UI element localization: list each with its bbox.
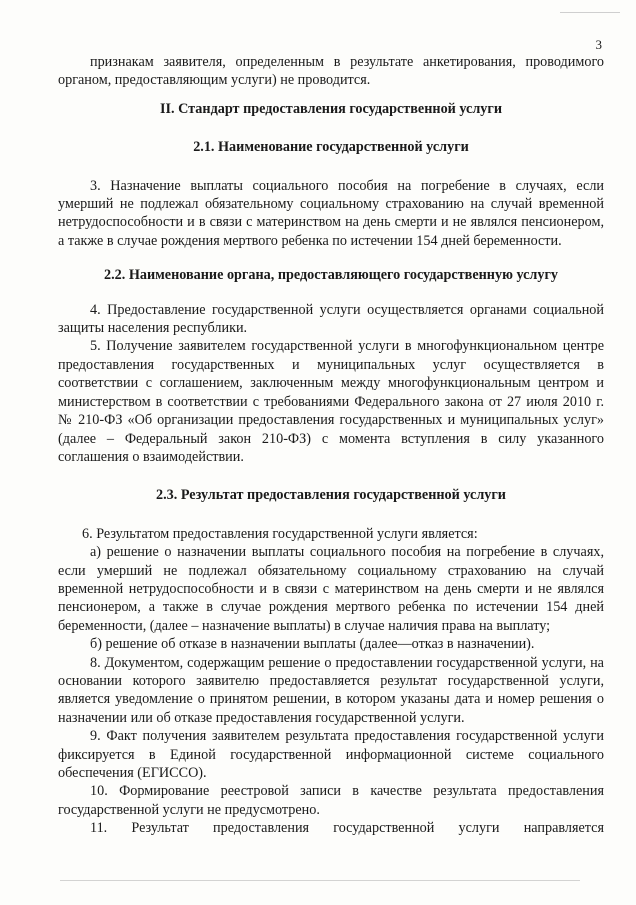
- paragraph-6b: б) решение об отказе в назначении выплаты (далее—отказ в назначении).: [90, 636, 535, 653]
- paragraph-8: 8. Документом, содержащим решение о предоставлении государственной услуги, на основании которого заявителю предоставляется результат государственной услуги, является уведомление о принятом решении, в котором указаны дата и номер решения о назначении или об отказе предоставления государственной услуги.: [58, 654, 604, 726]
- document-body: [58, 53, 604, 838]
- paragraph-5: 5. Получение заявителем государственной услуги в многофункциональном центре предоставления государственных и муниципальных услуг осуществляется в соответствии с соглашением, заключенным между многофункциональным центром и министерством в соответствии с требованиями Федерального закона от 27 июля 2010 г. № 210-ФЗ «Об организации предоставления государственных и муниципальных услуг» (далее – Федеральный закон 210-ФЗ) с момента вступления в силу указанного соглашения о взаимодействии.: [58, 338, 604, 465]
- scan-edge-mark: [560, 12, 620, 13]
- paragraph-11: 11. Результат предоставления государственной услуги направляется: [90, 820, 604, 837]
- paragraph-10: 10. Формирование реестровой записи в качестве результата предоставления государственной услуги не предусмотрено.: [58, 783, 604, 818]
- page-number: 3: [595, 37, 602, 52]
- paragraph-6: 6. Результатом предоставления государственной услуги является:: [82, 525, 478, 542]
- intro-paragraph: признакам заявителя, определенным в результате анкетирования, проводимого органом, предоставляющим услуги) не проводится.: [58, 54, 604, 89]
- heading-2-1: 2.1. Наименование государственной услуги: [193, 139, 469, 156]
- heading-2-2: 2.2. Наименование органа, предоставляющего государственную услугу: [103, 267, 559, 284]
- section-title: II. Стандарт предоставления государственной услуги: [159, 100, 503, 117]
- scan-bottom-edge: [60, 880, 580, 881]
- paragraph-6a: а) решение о назначении выплаты социального пособия на погребение в случаях, если умерший не подлежал обязательному социальному страхованию на случай временной нетрудоспособности и в связи с материнством на день смерти и не являлся пенсионером, а также в случае рождения мертвого ребенка по истечении 154 дней беременности, (далее – назначение выплаты) в случае наличия права на выплату;: [58, 544, 604, 634]
- paragraph-4: 4. Предоставление государственной услуги осуществляется органами социальной защиты населения республики.: [58, 301, 604, 337]
- heading-2-3: 2.3. Результат предоставления государственной услуги: [155, 487, 506, 504]
- paragraph-9: 9. Факт получения заявителем результата предоставления государственной услуги фиксируется в Единой государственной информационной системе социального обеспечения (ЕГИССО).: [58, 728, 604, 781]
- paragraph-3: 3. Назначение выплаты социального пособия на погребение в случаях, если умерший не подлежал обязательному социальному страхованию на случай временной нетрудоспособности и в связи с материнством на день смерти и не являлся пенсионером, а также в случае рождения мертвого ребенка по истечении 154 дней беременности.: [58, 177, 604, 249]
